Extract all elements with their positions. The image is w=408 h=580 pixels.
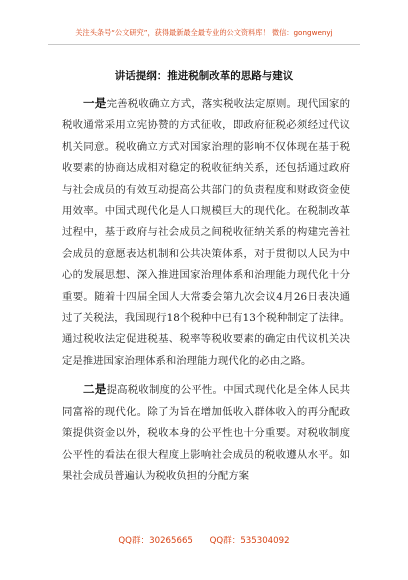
paragraph-1-lead: 一是 [83, 96, 107, 110]
paragraph-1 [62, 93, 350, 372]
footer-qq-group-1: QQ群：30265665 [118, 536, 193, 546]
header-divider [48, 44, 360, 45]
paragraph-1-text: 完善税收确立方式，落实税收法定原则。现代国家的税收通常采用立宪协赞的方式征收，即政府征税必须经过代议机关同意。税收确立方式对国家治理的影响不仅体现在基于税收要素的协商达成相对稳定的税收征纳关系，还包括通过政府与社会成员的有效互动提高公共部门的负责程度和财政资金使用效率。中国式现代化是人口规模巨大的现代化。在税制改革过程中，基于政府与社会成员之间税收征纳关系的构建完善社会成员的意愿表达机制和公共决策体系，对于贯彻以人民为中心的发展思想、深入推进国家治理体系和治理能力现代化十分重要。随着十四届全国人大常委会第九次会议4月26日表决通过了关税法，我国现行18个税种中已有13个税种制定了法律。通过税收法定促进税基、税率等税收要素的确定由代议机关决定是推进国家治理体系和治理能力现代化的必由之路。 [62, 98, 350, 367]
paragraph-2 [62, 379, 350, 487]
footer-qq-groups [0, 534, 408, 546]
paragraph-2-text: 提高税收制度的公平性。中国式现代化是全体人民共同富裕的现代化。除了为旨在增加低收入群体收入的再分配政策提供资金以外，税收本身的公平性也十分重要。对税收制度公平性的看法在很大程度上影响社会成员的税收遵从水平。如果社会成员普遍认为税收负担的分配方案 [62, 384, 350, 482]
paragraph-2-lead: 二是 [83, 382, 107, 397]
document-body [62, 93, 350, 487]
document-title: 讲话提纲：推进税制改革的思路与建议 [114, 70, 294, 82]
footer-qq-group-2: QQ群：535304092 [209, 536, 290, 546]
header-promo-text: 关注头条号“公文研究”，获得最新最全最专业的公文资料库！ 微信：gongwenyj [75, 28, 333, 37]
